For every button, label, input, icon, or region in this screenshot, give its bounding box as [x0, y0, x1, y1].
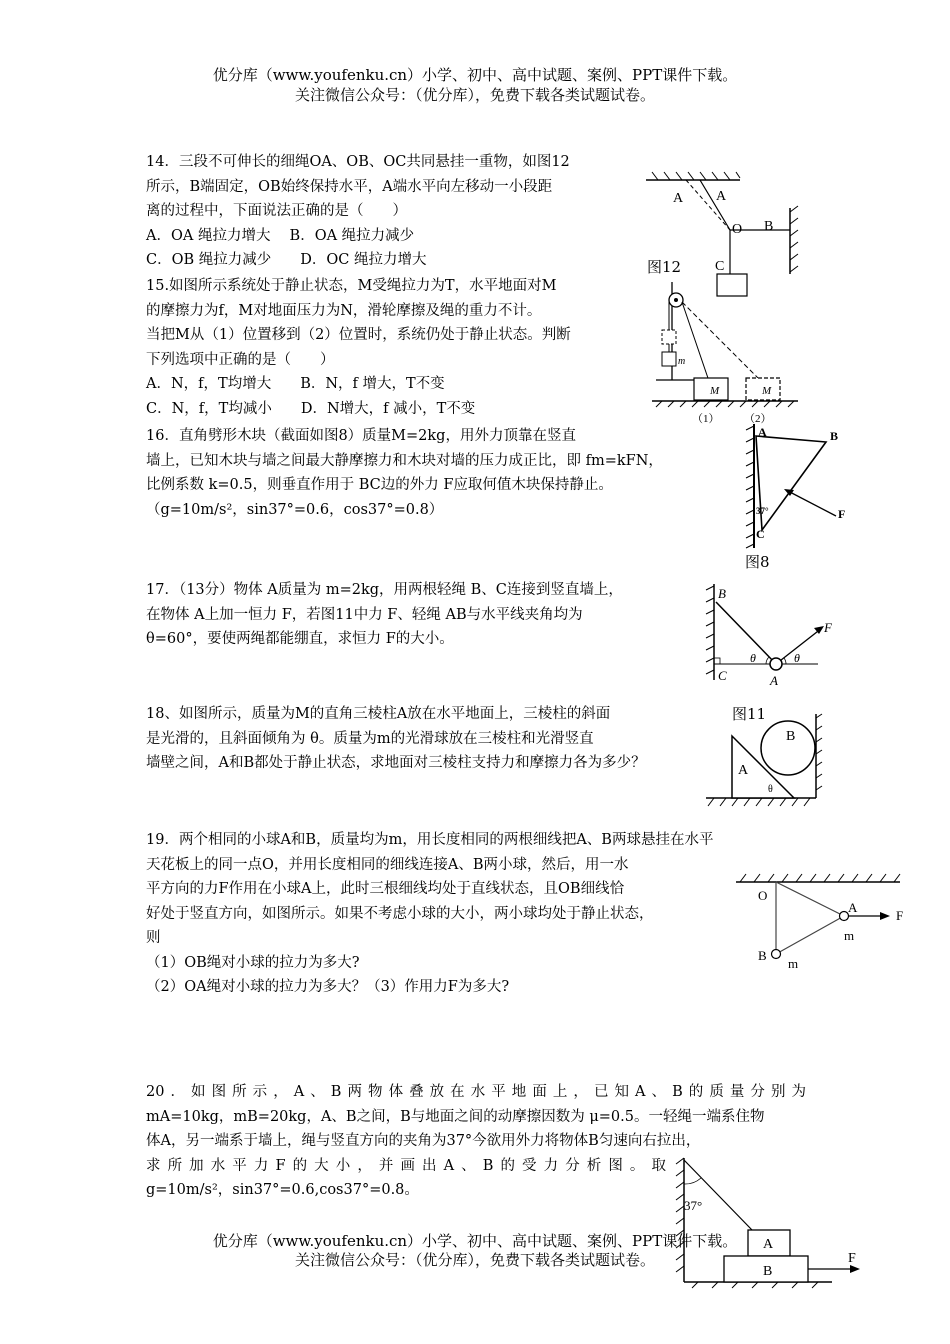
fig8-label-a: A: [758, 425, 767, 439]
question-16: [146, 424, 726, 522]
fig11-label-b: B: [718, 586, 726, 601]
figure-8-caption: 图8: [745, 553, 770, 571]
q19-line: 平方向的力F作用在小球A上，此时三根细线均处于直线状态，且OB细线恰: [146, 881, 625, 897]
q16-line: 比例系数 k=0.5，则垂直作用于 BC边的外力 F应取何值木块保持静止。: [146, 477, 613, 493]
q17-line: θ=60°，要使两绳都能绷直，求恒力 F的大小。: [146, 631, 454, 647]
q20-line: 体A，另一端系于墙上，绳与竖直方向的夹角为37°今欲用外力将物体B匀速向右拉出，: [146, 1133, 701, 1149]
question-18: [146, 702, 726, 776]
figure-11-rope-force: [700, 584, 830, 688]
q14-line: 所示，B端固定，OB始终保持水平，A端水平向左移动一小段距: [146, 178, 553, 195]
q15-line: 下列选项中正确的是（ ）: [146, 351, 335, 368]
q19-line: 19．两个相同的小球A和B，质量均为m，用长度相同的两根细线把A、B两球悬挂在水平: [146, 832, 714, 848]
footer-line-1: 优分库（www.youfenku.cn）小学、初中、高中试题、案例、PPT课件下载。: [212, 1232, 738, 1250]
q15-line: 15.如图所示系统处于静止状态，M受绳拉力为T，水平地面对M: [146, 278, 557, 294]
fig12-label-b: B: [764, 219, 774, 234]
footer-line-2: 关注微信公众号：（优分库），免费下载各类试题试卷。: [294, 1251, 655, 1269]
blocks-label-b: B: [763, 1264, 773, 1279]
q15-line: 的摩擦力为f，M对地面压力为N，滑轮摩擦及绳的重力不计。: [146, 302, 542, 319]
question-17: [146, 578, 706, 652]
fig11-label-c: C: [718, 668, 727, 683]
pulley-label-m1: M: [710, 385, 720, 397]
question-15: [146, 274, 636, 421]
blocks-label-a: A: [763, 1237, 774, 1252]
fig11-label-theta-right: θ: [794, 651, 800, 665]
q16-line: 墙上，已知木块与墙之间最大静摩擦力和木块对墙的压力成正比，即 fm=kFN，: [146, 452, 663, 469]
figure-11-caption: 图11: [732, 705, 767, 723]
pulley-label-pos1: （1）: [692, 413, 720, 425]
q15-line: 当把M从（1）位置移到（2）位置时，系统仍处于静止状态。判断: [146, 327, 571, 343]
balls-label-m-b: m: [788, 956, 799, 971]
fig11-label-theta-left: θ: [750, 651, 756, 665]
figure-8-wedge: [738, 424, 858, 550]
balls-label-m-a: m: [844, 928, 855, 943]
prism-label-a: A: [738, 763, 749, 778]
prism-label-theta: θ: [768, 784, 773, 795]
q20-line: g=10m/s²，sin37°=0.6,cos37°=0.8。: [146, 1182, 419, 1198]
blocks-label-angle: 37°: [684, 1198, 703, 1213]
q16-line: 16．直角劈形木块（截面如图8）质量M=2kg，用外力顶靠在竖直: [146, 428, 576, 444]
fig12-label-o: O: [732, 222, 743, 237]
q14-option-line: C．OB 绳拉力减少 D．OC 绳拉力增大: [146, 252, 427, 268]
pulley-label-m-small: m: [678, 356, 686, 367]
q15-option-line: A．N，f，T均增大 B．N，f 增大，T不变: [146, 376, 445, 392]
balls-label-f: F: [896, 908, 904, 923]
header-line-2: 关注微信公众号：（优分库），免费下载各类试题试卷。: [294, 86, 655, 104]
fig8-label-angle: 37°: [756, 506, 769, 516]
q14-line: 14．三段不可伸长的细绳OA、OB、OC共同悬挂一重物，如图12: [146, 154, 570, 170]
fig8-label-c: C: [756, 527, 765, 541]
prism-label-b: B: [786, 729, 796, 744]
figure-pulley-system: [652, 280, 802, 428]
q18-line: 是光滑的，且斜面倾角为 θ。质量为m的光滑球放在三棱柱和光滑竖直: [146, 730, 594, 747]
fig8-label-f: F: [838, 507, 846, 521]
q17-line: 17．（13分）物体 A质量为 m=2kg，用两根轻绳 B、C连接到竖直墙上，: [146, 582, 623, 598]
figure-two-balls: [730, 864, 914, 974]
q19-line: 好处于竖直方向，如图所示。如果不考虑小球的大小，两小球均处于静止状态，: [146, 905, 654, 922]
q19-line: 天花板上的同一点O，并用长度相同的细线连接A、B两小球，然后，用一水: [146, 856, 629, 873]
q20-line: 20．如图所示，A、B两物体叠放在水平地面上，已知A、B的质量分别为: [146, 1084, 806, 1100]
fig8-label-b: B: [830, 429, 839, 443]
q18-line: 墙壁之间，A和B都处于静止状态，求地面对三棱柱支持力和摩擦力各为多少？: [146, 755, 646, 771]
question-19: [146, 828, 736, 1000]
q16-line: （g=10m/s²，sin37°=0.6，cos37°=0.8）: [146, 501, 444, 518]
q19-subquestion-line: （1）OB绳对小球的拉力为多大?: [146, 954, 360, 971]
balls-label-o: O: [758, 888, 768, 903]
header-line-1: 优分库（www.youfenku.cn）小学、初中、高中试题、案例、PPT课件下载。: [212, 66, 738, 84]
q15-option-line: C．N，f，T均减小 D．N增大，f 减小，T不变: [146, 400, 476, 417]
q18-line: 18、如图所示，质量为M的直角三棱柱A放在水平地面上，三棱柱的斜面: [146, 706, 611, 722]
fig12-label-a-right: A: [716, 189, 727, 204]
pulley-label-pos2: （2）: [744, 413, 772, 425]
figure-12-caption: 图12: [647, 258, 682, 276]
q20-line: 求所加水平力F的大小，并画出A、B的受力分析图。取: [146, 1157, 666, 1174]
q14-line: 离的过程中，下面说法正确的是（ ）: [146, 203, 407, 219]
question-14: [146, 150, 626, 273]
fig11-label-f: F: [824, 620, 832, 635]
balls-label-a: A: [848, 900, 858, 915]
fig12-label-c: C: [715, 259, 725, 274]
q17-line: 在物体 A上加一恒力 F，若图11中力 F、轻绳 AB与水平线夹角均为: [146, 606, 583, 623]
q14-option-line: A．OA 绳拉力增大 B．OA 绳拉力减少: [146, 227, 415, 244]
pulley-label-m2: M: [762, 385, 772, 397]
balls-label-b: B: [758, 948, 767, 963]
q19-subquestion-line: （2）OA绳对小球的拉力为多大？（3）作用力F为多大?: [146, 979, 510, 995]
blocks-label-f: F: [848, 1251, 856, 1266]
fig11-label-a: A: [770, 673, 778, 688]
q20-line: mA=10kg，mB=20kg，A、B之间，B与地面之间的动摩擦因数为 μ=0.5。一轻绳一端系住物: [146, 1108, 765, 1125]
figure-prism-ball: [702, 712, 824, 810]
fig12-label-a-left: A: [673, 191, 684, 206]
q19-line: 则: [146, 930, 161, 946]
